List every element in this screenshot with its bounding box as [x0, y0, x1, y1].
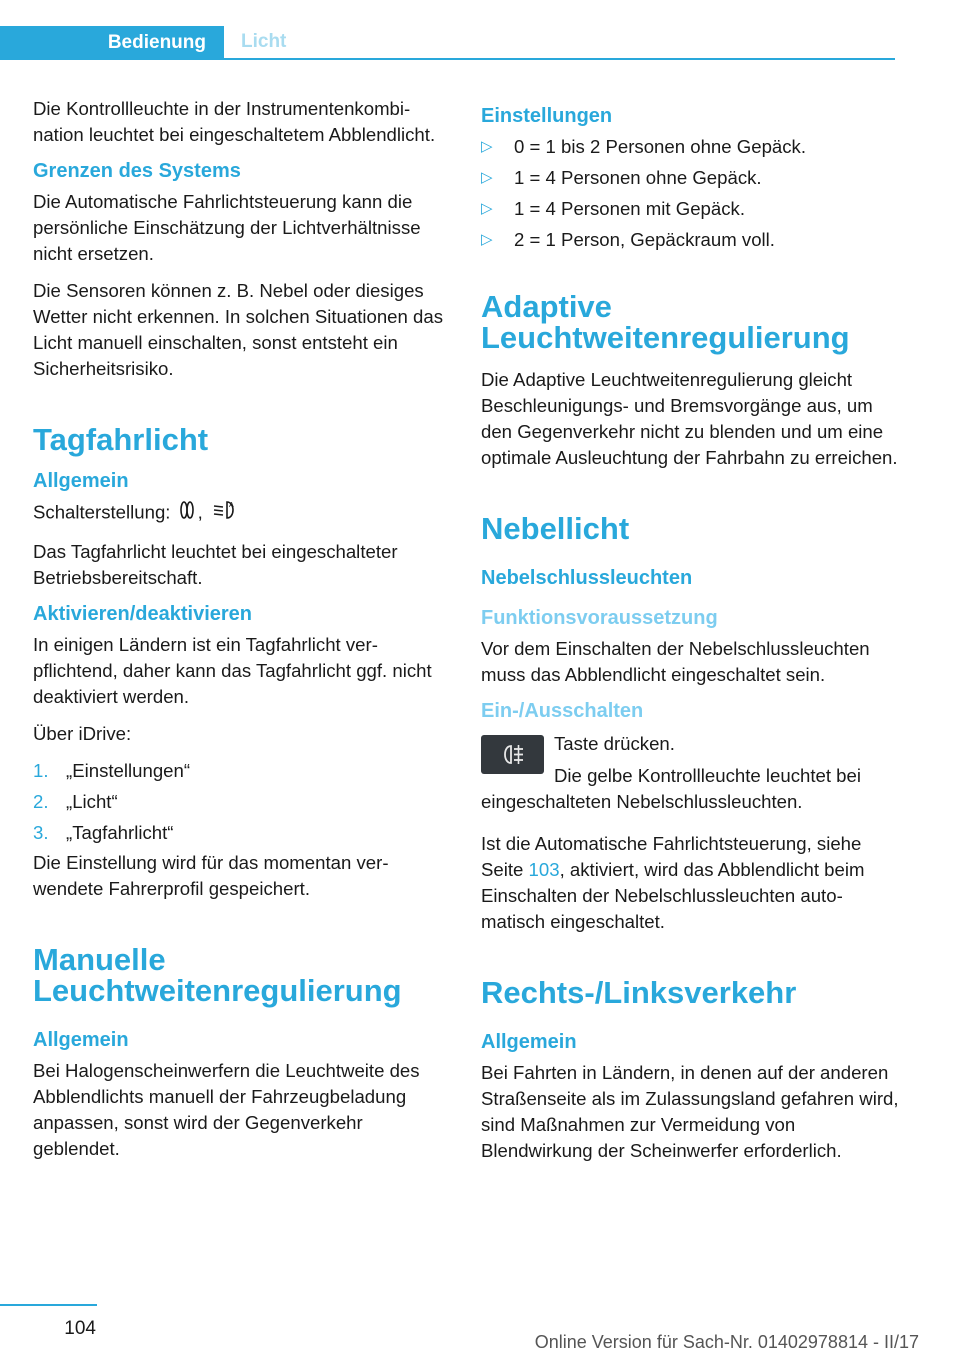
heading-aktivieren: Aktivieren/deaktivieren [33, 603, 252, 625]
paragraph: Die gelbe Kontrollleuchte leuchtet bei eingeschalteten Nebelschlussleuchten. [481, 765, 861, 812]
paragraph: In einigen Ländern ist ein Tagfahrlicht verpflichtend, daher kann das Tagfahrlicht ggf. nicht deaktiviert werden. [33, 634, 432, 707]
paragraph: Ist die Automatische Fahrlichtsteuerung, siehe Seite 103, aktiviert, wird das Abblendlicht beim Einschalten der Nebelschlussleuchten automatisch eingeschaltet. [481, 833, 865, 932]
triangle-bullet-icon: ▷ [481, 138, 493, 155]
list-item: ▷ 0 = 1 bis 2 Personen ohne Gepäck. [481, 134, 899, 160]
heading-funktion: Funktionsvoraussetzung [481, 607, 718, 629]
right-column [481, 96, 899, 1175]
heading-nebelschluss: Nebelschlussleuchten [481, 567, 693, 589]
schalter-line [33, 499, 451, 528]
paragraph: Die Adaptive Leuchtweitenregulierung gleicht Beschleunigungs- und Bremsvorgänge aus, um den Gegenverkehr nicht zu blenden und um eine optimale Ausleuchtung der Fahrbahn zu erreichen. [481, 369, 898, 468]
heading-einstellungen: Einstellungen [481, 105, 613, 127]
section-tab-bedienung: Bedienung [0, 26, 224, 60]
fog-light-button-image [481, 735, 544, 774]
heading-allgemein: Allgemein [33, 470, 129, 492]
schalter-label: Schalterstellung: [33, 501, 171, 523]
heading-rechts: Rechts-/Linksverkehr [481, 975, 797, 1010]
heading-allgemein: Allgemein [33, 1029, 129, 1051]
heading-allgemein: Allgemein [481, 1031, 577, 1053]
schalter-separator: , [197, 501, 203, 523]
paragraph: Bei Fahrten in Ländern, in denen auf der anderen Straßenseite als im Zulassungsland gefahren wird, sind Maßnahmen zur Vermeidung von Blendwirkung der Scheinwerfer erforderlich. [481, 1062, 899, 1161]
left-column [33, 96, 451, 1173]
rear-fog-light-icon [505, 745, 523, 764]
svg-text:A: A [228, 501, 234, 509]
paragraph: Das Tagfahrlicht leuchtet bei eingeschalteter Betriebsbereitschaft. [33, 541, 398, 588]
page-link[interactable]: 103 [528, 859, 560, 880]
list-item: 1. „Einstellungen“ [33, 760, 191, 781]
idrive-steps [33, 758, 451, 846]
fog-button-block [481, 729, 899, 815]
header-bar [0, 26, 895, 62]
heading-tagfahrlicht: Tagfahrlicht [33, 422, 209, 457]
list-item: ▷ 1 = 4 Personen mit Gepäck. [481, 196, 899, 222]
page-number-rule [0, 1304, 97, 1306]
paragraph: Die Einstellung wird für das momentan verwendete Fahrerprofil gespeichert. [33, 852, 389, 899]
list-item: ▷ 2 = 1 Person, Gepäckraum voll. [481, 227, 899, 253]
heading-manuelle: Manuelle Leuchtweitenregulierung [33, 942, 402, 1008]
paragraph: Die Sensoren können z. B. Nebel oder diesiges Wetter nicht erkennen. In solchen Situationen das Licht manuell einschalten, sonst entsteht ein Sicherheitsrisiko. [33, 280, 444, 379]
paragraph: Bei Halogenscheinwerfern die Leuchtweite des Abblendlichts manuell der Fahrzeugbeladung anpassen, sonst wird der Gegenverkehr geblendet. [33, 1060, 420, 1159]
heading-adaptive: Adaptive Leuchtweitenregulierung [481, 289, 850, 355]
heading-einaus: Ein-/Ausschalten [481, 700, 644, 722]
list-item: ▷ 1 = 4 Personen ohne Gepäck. [481, 165, 899, 191]
heading-nebellicht: Nebellicht [481, 511, 630, 546]
paragraph: Die Automatische Fahrlichtsteuerung kann die persönliche Einschätzung der Lichtverhältnisse nicht ersetzen. [33, 191, 421, 264]
paragraph: Über iDrive: [33, 723, 132, 744]
page-number: 104 [64, 1318, 96, 1339]
heading-grenzen: Grenzen des Systems [33, 160, 241, 182]
auto-headlight-icon [212, 499, 236, 528]
paragraph: Taste drücken. [554, 733, 675, 754]
settings-list [481, 134, 899, 253]
paragraph: Die Kontrollleuchte in der Instrumentenkombination leuchtet bei eingeschaltetem Abblendlicht. [33, 98, 436, 145]
triangle-bullet-icon: ▷ [481, 169, 493, 186]
position-lamp-icon [180, 499, 194, 528]
triangle-bullet-icon: ▷ [481, 231, 493, 248]
section-tab-licht: Licht [224, 26, 895, 60]
paragraph: Vor dem Einschalten der Nebelschlussleuchten muss das Abblendlicht eingeschaltet sein. [481, 638, 870, 685]
triangle-bullet-icon: ▷ [481, 200, 493, 217]
footer-online-version: Online Version für Sach-Nr. 01402978814 - II/17 [534, 1332, 919, 1352]
list-item: 2. „Licht“ [33, 791, 118, 812]
list-item: 3. „Tagfahrlicht“ [33, 822, 174, 843]
